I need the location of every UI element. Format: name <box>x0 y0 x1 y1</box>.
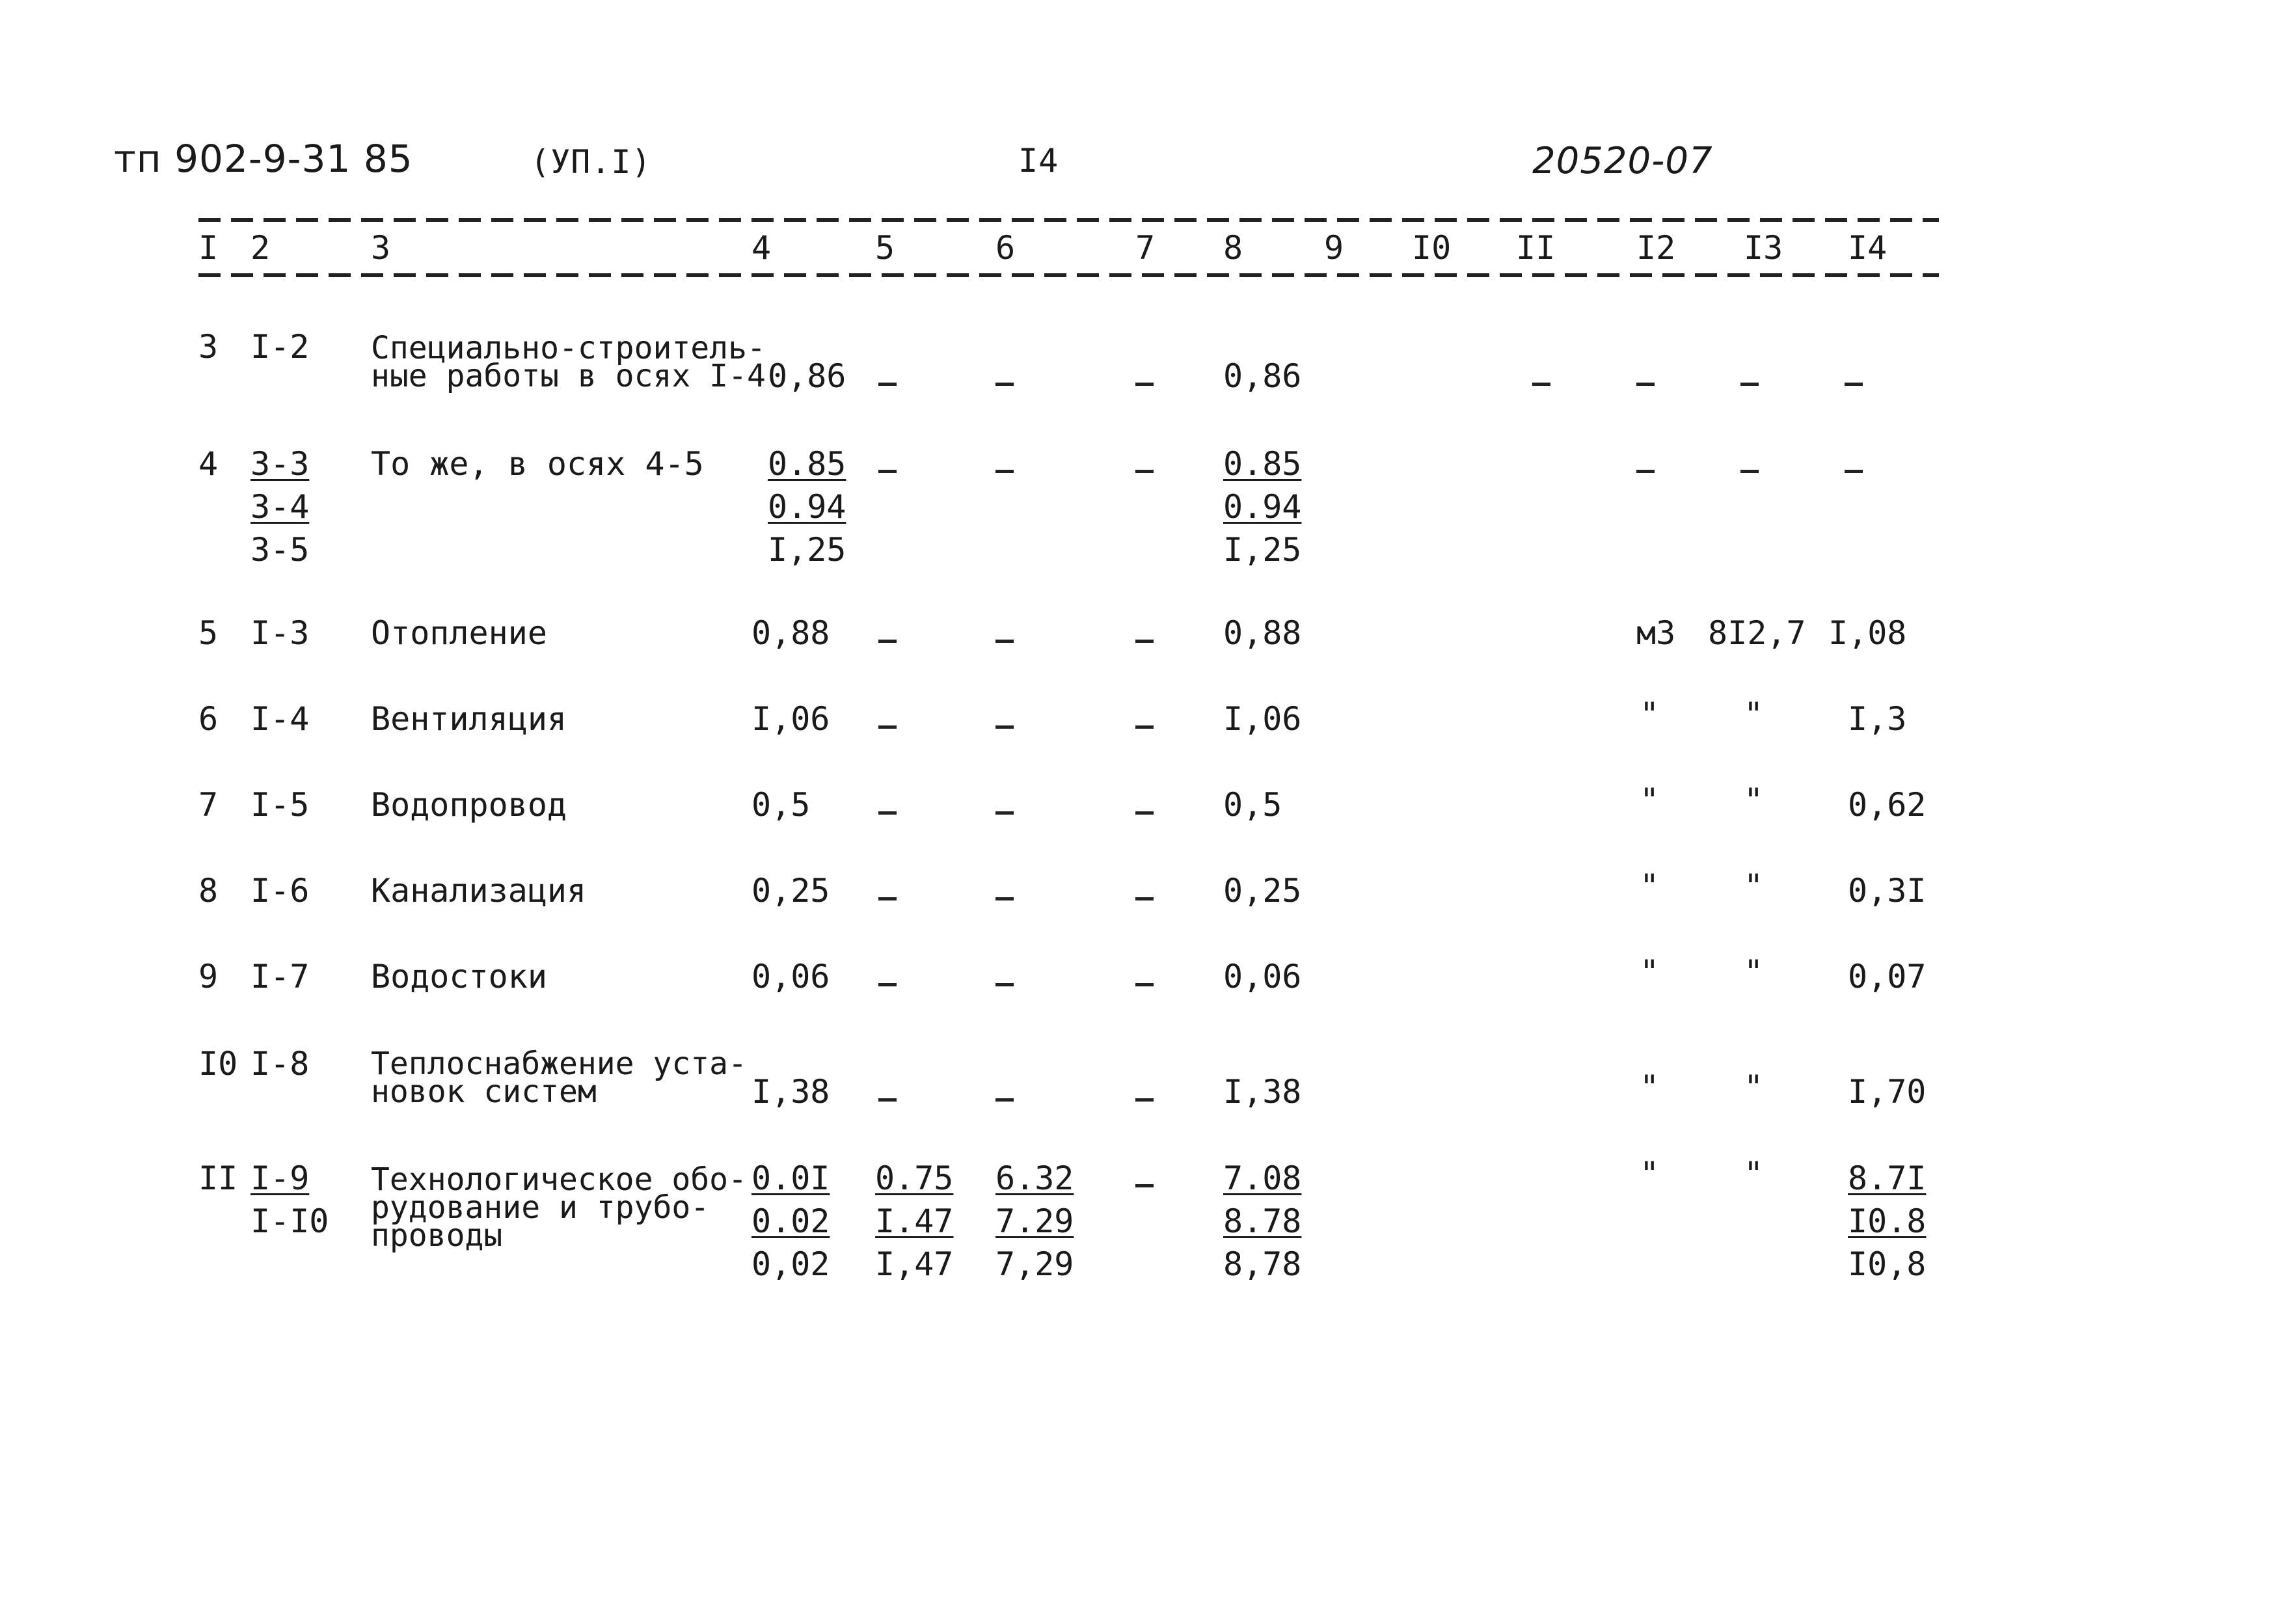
row-description: Водостоки <box>371 958 547 995</box>
cell-col8: 0,5 <box>1223 786 1282 824</box>
col-header-9: 9 <box>1324 229 1344 267</box>
cell-col8: 8,78 <box>1223 1245 1302 1283</box>
row-number: 7 <box>198 786 219 824</box>
empty-dash <box>878 892 897 904</box>
cell-col12: " <box>1640 696 1660 733</box>
col-header-13: I3 <box>1744 229 1783 267</box>
cell-col6: 6.32 <box>995 1159 1074 1197</box>
header-bottom-rule <box>198 273 1939 277</box>
cell-col13: " <box>1744 867 1764 905</box>
cell-col13: " <box>1744 1155 1764 1193</box>
empty-dash <box>1135 634 1154 647</box>
empty-dash <box>995 634 1014 647</box>
cell-col8: 0,06 <box>1223 958 1302 995</box>
row-number: 8 <box>198 872 219 910</box>
row-code: I-5 <box>250 786 310 824</box>
row-description-line1: Специально-строитель- <box>371 330 766 366</box>
cell-col14: I,3 <box>1848 700 1907 738</box>
empty-dash <box>1135 465 1154 477</box>
col-header-2: 2 <box>250 229 271 267</box>
col-header-7: 7 <box>1135 229 1156 267</box>
cell-col4: 0,88 <box>751 614 830 652</box>
col-header-3: 3 <box>371 229 391 267</box>
cell-col4: I,38 <box>751 1073 830 1111</box>
empty-dash <box>995 1093 1014 1105</box>
row-number: 3 <box>198 328 219 366</box>
empty-dash <box>1135 978 1154 990</box>
row-description-line1: Теплоснабжение уста- <box>371 1046 747 1082</box>
empty-dash <box>1636 377 1655 390</box>
cell-col8: 0,25 <box>1223 872 1302 910</box>
row-code: I-9 <box>250 1159 310 1197</box>
cell-col12: " <box>1640 781 1660 819</box>
row-code: I-3 <box>250 614 310 652</box>
empty-dash <box>1636 465 1655 477</box>
col-header-5: 5 <box>875 229 895 267</box>
empty-dash <box>878 465 897 477</box>
cell-col12: " <box>1640 1155 1660 1193</box>
empty-dash <box>1740 377 1759 390</box>
empty-dash <box>995 978 1014 990</box>
cell-col6: 7,29 <box>995 1245 1074 1283</box>
cell-col8: I,38 <box>1223 1073 1302 1111</box>
col-header-11: II <box>1516 229 1556 267</box>
row-description: Водопровод <box>371 786 567 824</box>
page-number: I4 <box>1018 142 1059 180</box>
cell-col14: I,08 <box>1828 614 1907 652</box>
empty-dash <box>1135 1093 1154 1105</box>
empty-dash <box>1740 465 1759 477</box>
cell-col13: " <box>1744 953 1764 991</box>
cell-col8: 0,86 <box>1223 357 1302 395</box>
cell-col4: 0.0I <box>751 1159 830 1197</box>
empty-dash <box>995 806 1014 819</box>
cell-col4: I,06 <box>751 700 830 738</box>
row-description-line2: новок систем <box>371 1074 597 1110</box>
empty-dash <box>1135 806 1154 819</box>
empty-dash <box>1845 377 1863 390</box>
col-header-14: I4 <box>1848 229 1888 267</box>
empty-dash <box>995 892 1014 904</box>
row-description-line2: рудование и трубо- <box>371 1189 710 1226</box>
empty-dash <box>878 720 897 733</box>
cell-col13: " <box>1744 696 1764 733</box>
cell-col4: 0,25 <box>751 872 830 910</box>
cell-col8: I,06 <box>1223 700 1302 738</box>
cell-col14: 0,3I <box>1848 872 1927 910</box>
cell-col8: 0.94 <box>1223 488 1302 526</box>
row-code: I-I0 <box>250 1202 329 1240</box>
row-description: Вентиляция <box>371 700 567 738</box>
empty-dash <box>1845 465 1863 477</box>
cell-col14: 0,07 <box>1848 958 1927 995</box>
album-label: (УП.I) <box>530 143 652 181</box>
cell-col8: 7.08 <box>1223 1159 1302 1197</box>
col-header-6: 6 <box>995 229 1016 267</box>
cell-col4: 0.94 <box>768 488 846 526</box>
row-code: I-6 <box>250 872 310 910</box>
row-description-line2: ные работы в осях I-4 <box>371 358 766 394</box>
row-number: II <box>198 1159 238 1197</box>
row-number: 4 <box>198 445 219 483</box>
col-header-12: I2 <box>1636 229 1676 267</box>
empty-dash <box>995 720 1014 733</box>
col-header-4: 4 <box>751 229 772 267</box>
col-header-8: 8 <box>1223 229 1243 267</box>
cell-col8: 0.85 <box>1223 445 1302 483</box>
row-code: 3-5 <box>250 531 310 569</box>
header-top-rule <box>198 218 1939 222</box>
cell-col8: I,25 <box>1223 531 1302 569</box>
empty-dash <box>1135 1179 1154 1191</box>
cell-col6: 7.29 <box>995 1202 1074 1240</box>
row-number: 5 <box>198 614 219 652</box>
row-description: Канализация <box>371 872 587 910</box>
empty-dash <box>1135 720 1154 733</box>
row-description: То же, в осях 4-5 <box>371 445 704 483</box>
row-number: 9 <box>198 958 219 995</box>
cell-col13: 8I2,7 <box>1708 614 1806 652</box>
cell-col12: " <box>1640 953 1660 991</box>
cell-col4: 0,5 <box>751 786 811 824</box>
empty-dash <box>995 377 1014 390</box>
empty-dash <box>1532 377 1550 390</box>
row-code: I-8 <box>250 1045 310 1083</box>
cell-col4: I,25 <box>768 531 846 569</box>
cell-col5: I.47 <box>875 1202 954 1240</box>
col-header-10: I0 <box>1412 229 1452 267</box>
row-description: Отопление <box>371 614 547 652</box>
cell-col8: 0,88 <box>1223 614 1302 652</box>
cell-col4: 0,86 <box>768 357 846 395</box>
cell-col14: 8.7I <box>1848 1159 1927 1197</box>
row-code: I-2 <box>250 328 310 366</box>
project-code: тп 902-9-31 85 <box>114 137 413 181</box>
cell-col14: 0,62 <box>1848 786 1927 824</box>
col-header-1: I <box>198 229 219 267</box>
row-code: I-4 <box>250 700 310 738</box>
row-code: 3-4 <box>250 488 310 526</box>
row-code: 3-3 <box>250 445 310 483</box>
empty-dash <box>878 634 897 647</box>
cell-col4: 0.85 <box>768 445 846 483</box>
cell-col13: " <box>1744 781 1764 819</box>
empty-dash <box>878 978 897 990</box>
empty-dash <box>995 465 1014 477</box>
cell-col14: I0.8 <box>1848 1202 1927 1240</box>
cell-col5: 0.75 <box>875 1159 954 1197</box>
empty-dash <box>878 377 897 390</box>
cell-col12: м3 <box>1636 614 1676 652</box>
row-description-line3: проводы <box>371 1217 503 1254</box>
cell-col14: I,70 <box>1848 1073 1927 1111</box>
cell-col12: " <box>1640 1068 1660 1106</box>
empty-dash <box>878 1093 897 1105</box>
row-description-line1: Технологическое обо- <box>371 1161 747 1198</box>
empty-dash <box>1135 377 1154 390</box>
cell-col4: 0.02 <box>751 1202 830 1240</box>
cell-col4: 0,06 <box>751 958 830 995</box>
cell-col12: " <box>1640 867 1660 905</box>
document-number: 20520-07 <box>1532 140 1713 182</box>
cell-col13: " <box>1744 1068 1764 1106</box>
cell-col4: 0,02 <box>751 1245 830 1283</box>
cell-col5: I,47 <box>875 1245 954 1283</box>
cell-col8: 8.78 <box>1223 1202 1302 1240</box>
row-code: I-7 <box>250 958 310 995</box>
cell-col14: I0,8 <box>1848 1245 1927 1283</box>
row-number: 6 <box>198 700 219 738</box>
row-number: I0 <box>198 1045 238 1083</box>
empty-dash <box>1135 892 1154 904</box>
empty-dash <box>878 806 897 819</box>
